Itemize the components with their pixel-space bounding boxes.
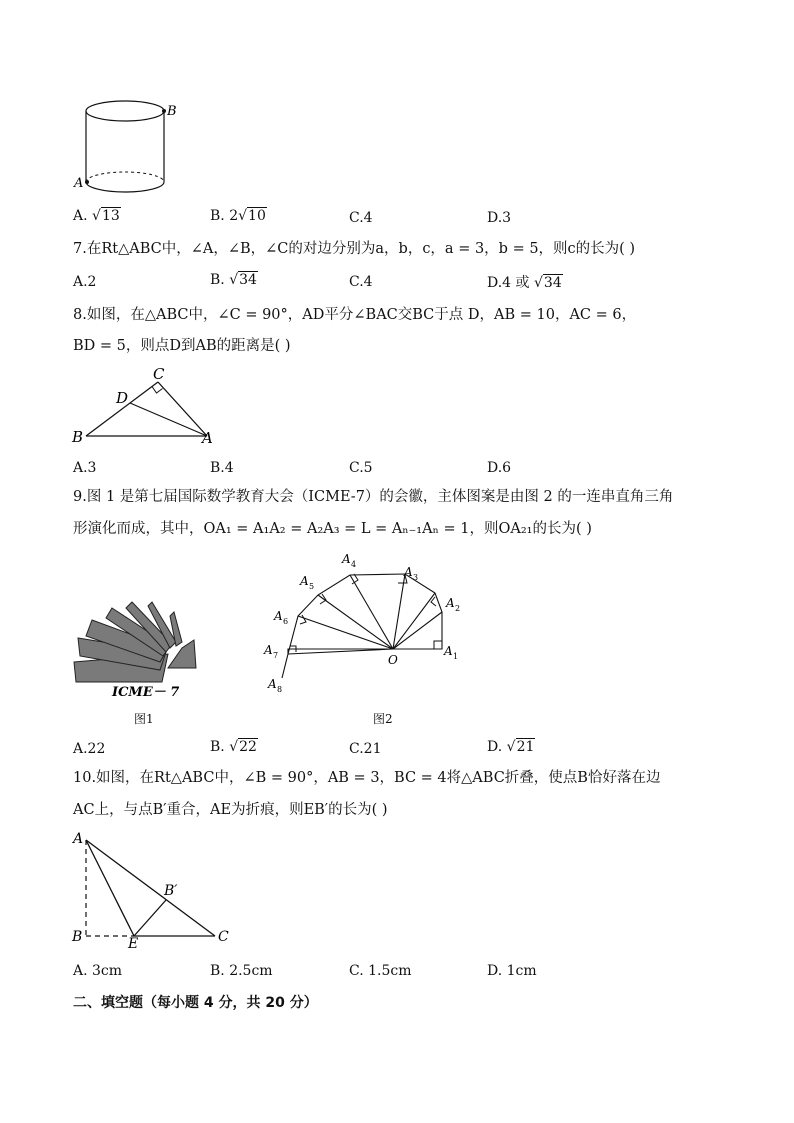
label-b: B (167, 104, 177, 119)
q6-option-d[interactable]: D.3 (487, 210, 512, 226)
q10-stem-line2: AC上，与点B′重合，AE为折痕，则EB′的长为( ) (73, 802, 388, 818)
q7-option-c[interactable]: C.4 (349, 274, 373, 290)
label-a5: A (300, 574, 309, 588)
label-a2: A (446, 596, 455, 610)
q10-stem-line1: 10.如图，在Rt△ABC中，∠B = 90°，AB = 3，BC = 4将△ABC折叠，使点B恰好落在边 (73, 770, 661, 786)
label-b: B (72, 428, 84, 446)
sub-a6: 6 (283, 617, 289, 626)
label-c: C (153, 366, 165, 383)
label-d: D (116, 389, 129, 407)
sub-a8: 8 (277, 685, 283, 694)
sub-a7: 7 (273, 651, 279, 660)
triangle-abc-figure (70, 366, 230, 448)
q7-option-a[interactable]: A.2 (73, 274, 97, 290)
icme-logo-figure (70, 596, 205, 706)
q8-stem-line2: BD = 5，则点D到AB的距离是( ) (73, 338, 291, 354)
q7-option-d[interactable]: D.4 或 √34 (487, 275, 562, 291)
q10-option-c[interactable]: C. 1.5cm (349, 963, 412, 979)
label-a4: A (342, 552, 351, 566)
q10-option-b[interactable]: B. 2.5cm (210, 963, 273, 979)
q8-option-a[interactable]: A.3 (73, 460, 97, 476)
fold-triangle-figure (70, 828, 240, 948)
spiral-triangles-figure (260, 548, 475, 698)
figure2-caption: 图2 (373, 712, 393, 726)
q8-option-c[interactable]: C.5 (349, 460, 373, 476)
q8-option-b[interactable]: B.4 (210, 460, 234, 476)
section-heading: 二、填空题（每小题 4 分，共 20 分） (73, 995, 318, 1011)
q8-stem-line1: 8.如图，在△ABC中，∠C = 90°，AD平分∠BAC交BC于点 D，AB = 10，AC = 6， (73, 307, 637, 323)
q10-option-a[interactable]: A. 3cm (73, 963, 123, 979)
q10-option-d[interactable]: D. 1cm (487, 963, 537, 979)
label-a1: A (444, 644, 453, 658)
label-e: E (128, 936, 139, 948)
label-b-prime: B′ (164, 883, 178, 899)
label-a: A (73, 831, 84, 847)
icme-logo-text: ICME－ 7 (112, 685, 180, 700)
label-b: B (72, 929, 83, 945)
q8-option-d[interactable]: D.6 (487, 460, 512, 476)
q6-option-c[interactable]: C.4 (349, 210, 373, 226)
label-a: A (202, 429, 213, 447)
label-a: A (74, 176, 84, 191)
label-a3: A (404, 565, 413, 579)
sub-a1: 1 (453, 652, 459, 661)
sub-a2: 2 (455, 604, 461, 613)
sub-a5: 5 (309, 582, 315, 591)
q7-stem: 7.在Rt△ABC中，∠A，∠B，∠C的对边分别为a，b，c，a = 3，b = 5，则c的长为( ) (73, 241, 636, 257)
label-a8: A (268, 677, 277, 691)
q9-option-b[interactable]: B. √22 (210, 739, 257, 755)
q7-option-b[interactable]: B. √34 (210, 272, 257, 288)
q6-option-a[interactable]: A. √13 (73, 208, 120, 224)
q9-option-a[interactable]: A.22 (73, 741, 106, 757)
label-a7: A (264, 643, 273, 657)
figure1-caption: 图1 (134, 712, 154, 726)
label-o: O (388, 653, 398, 667)
label-c: C (218, 929, 229, 945)
sub-a3: 3 (413, 573, 419, 582)
q9-stem-line1: 9.图 1 是第七届国际数学教育大会（ICME-7）的会徽，主体图案是由图 2 的一连串直角三角 (73, 489, 674, 505)
q9-stem-line2: 形演化而成，其中，OA₁ = A₁A₂ = A₂A₃ = L = Aₙ₋₁Aₙ = 1，则OA₂₁的长为( ) (73, 521, 592, 537)
q6-option-b[interactable]: B. 2√10 (210, 208, 266, 224)
label-a6: A (274, 609, 283, 623)
cylinder-figure (70, 95, 190, 200)
q9-option-d[interactable]: D. √21 (487, 739, 535, 755)
sub-a4: 4 (351, 560, 357, 569)
q9-option-c[interactable]: C.21 (349, 741, 382, 757)
